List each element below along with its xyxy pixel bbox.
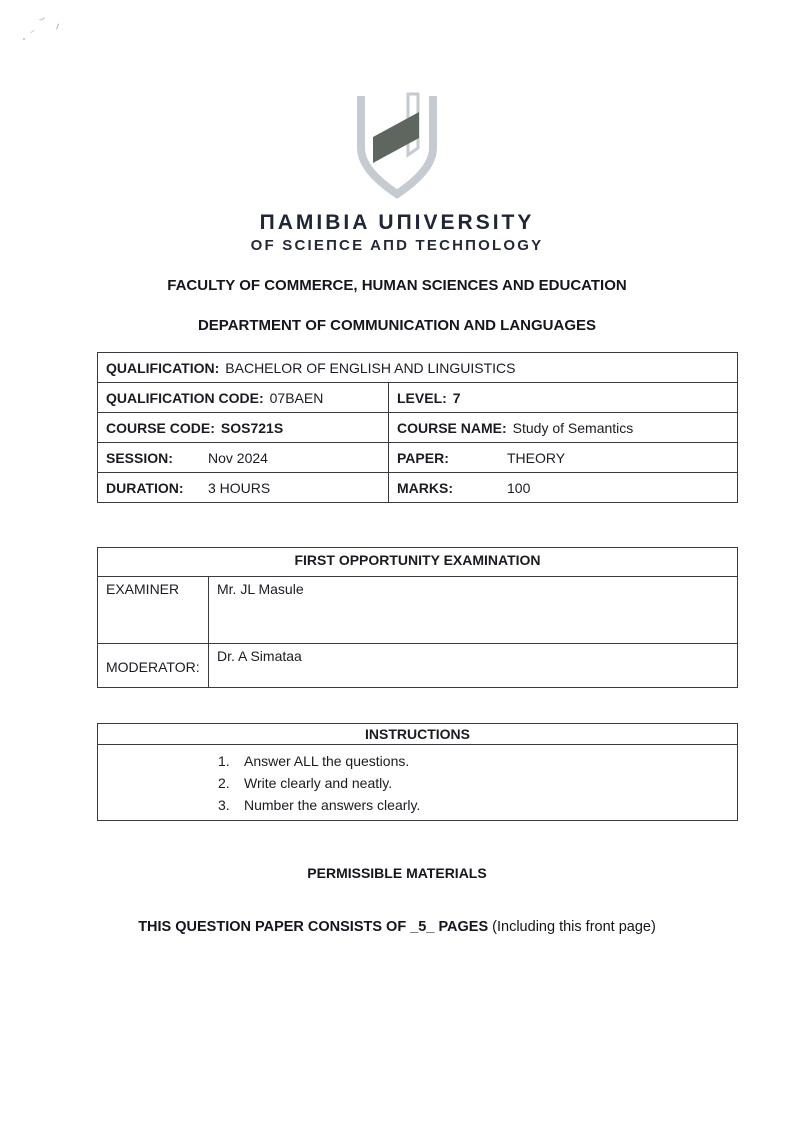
qualification-code-value: 07BAEN [269,389,324,406]
qualification-code-cell [98,383,389,413]
faculty-heading: FACULTY OF COMMERCE, HUMAN SCIENCES AND EDUCATION [167,277,627,294]
course-name-value: Study of Semantics [512,419,634,436]
instruction-text: Number the answers clearly. [244,797,421,813]
session-value: Nov 2024 [208,449,268,466]
level-cell [389,383,738,413]
logo-parallelogram [373,112,419,163]
marks-value: 100 [507,479,531,496]
instruction-item [218,750,729,772]
university-name: ПAMIBIA UПIVERSITY [259,211,535,234]
instructions-title: INSTRUCTIONS [98,724,738,745]
instruction-number: 3. [218,797,230,813]
table-row-exam-title [98,548,738,577]
pencil-mark [37,14,45,21]
duration-value: 3 HOURS [208,479,271,496]
marks-cell [389,473,738,503]
moderator-label: MODERATOR: [98,644,209,688]
course-name-cell [389,413,738,443]
instructions-table [97,723,738,821]
instruction-text: Write clearly and neatly. [244,775,393,791]
course-name-label: COURSE NAME: [397,419,507,436]
table-row-instructions-body [98,745,738,821]
instructions-body [98,745,738,821]
table-row-code-level [98,383,738,413]
instruction-item [218,794,729,816]
moderator-value: Dr. A Simataa [209,644,738,688]
table-row-instructions-title [98,724,738,745]
instruction-text: Answer ALL the questions. [244,753,410,769]
page-count-note: (Including this front page) [488,919,656,935]
paper-cell [389,443,738,473]
duration-label: DURATION: [106,479,184,496]
examiner-value: Mr. JL Masule [209,577,738,644]
table-row-examiner [98,577,738,644]
permissible-materials-heading: PERMISSIBLE MATERIALS [307,865,487,881]
table-row-qualification [98,353,738,383]
qualification-cell [98,353,738,383]
page-count-bold: THIS QUESTION PAPER CONSISTS OF _5_ PAGES [138,919,489,935]
qualification-code-label: QUALIFICATION CODE: [106,389,264,406]
page-count-statement [0,918,794,936]
level-label: LEVEL: [397,389,447,406]
session-cell [98,443,389,473]
department-heading: DEPARTMENT OF COMMUNICATION AND LANGUAGES [197,317,597,334]
exam-title: FIRST OPPORTUNITY EXAMINATION [98,548,738,577]
paper-label: PAPER: [397,449,449,466]
table-row-moderator [98,644,738,688]
course-details-table [97,352,738,503]
pencil-mark [30,30,35,33]
table-row-course [98,413,738,443]
marks-label: MARKS: [397,479,453,496]
course-code-cell [98,413,389,443]
instruction-item [218,772,729,794]
examination-table [97,547,738,688]
examiner-label: EXAMINER [98,577,209,644]
paper-value: THEORY [507,449,566,466]
university-tagline: OF SCIEПCE AПD TECHПOLOGY [250,237,544,254]
qualification-label: QUALIFICATION: [106,359,220,376]
session-label: SESSION: [106,449,173,466]
level-value: 7 [452,389,461,406]
pencil-mark [23,38,25,40]
table-row-session-paper [98,443,738,473]
duration-cell [98,473,389,503]
qualification-value: BACHELOR OF ENGLISH AND LINGUISTICS [225,359,516,376]
pencil-mark [56,24,62,31]
course-code-value: SOS721S [220,419,284,436]
instruction-number: 2. [218,775,230,791]
instruction-number: 1. [218,753,230,769]
table-row-duration-marks [98,473,738,503]
course-code-label: COURSE CODE: [106,419,215,436]
nust-logo-shield-icon [347,90,447,205]
